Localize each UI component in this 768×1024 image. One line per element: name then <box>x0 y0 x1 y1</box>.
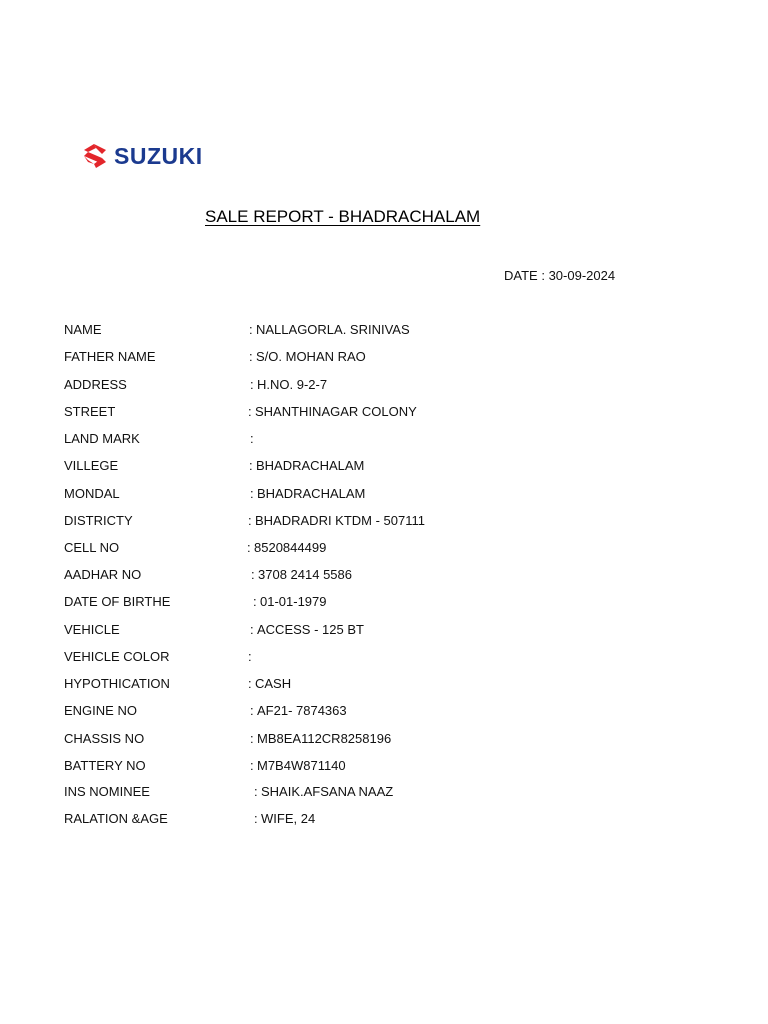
field-row <box>64 375 664 395</box>
field-separator: : <box>249 349 253 364</box>
field-label: FATHER NAME <box>64 349 156 364</box>
field-value: NALLAGORLA. SRINIVAS <box>256 322 410 337</box>
field-separator: : <box>251 567 255 582</box>
field-value: WIFE, 24 <box>261 811 316 826</box>
field-separator: : <box>248 404 252 419</box>
field-separator: : <box>250 431 254 446</box>
brand-name: SUZUKI <box>114 142 203 169</box>
field-label: ADDRESS <box>64 377 127 392</box>
field-label: INS NOMINEE <box>64 784 150 799</box>
field-separator: : <box>247 540 251 555</box>
field-label: HYPOTHICATION <box>64 676 170 691</box>
field-separator: : <box>250 703 254 718</box>
field-separator: : <box>249 458 253 473</box>
field-row <box>64 756 664 776</box>
field-separator: : <box>248 513 252 528</box>
field-row <box>64 674 664 694</box>
field-row <box>64 809 664 829</box>
report-title: SALE REPORT - BHADRACHALAM <box>205 207 481 226</box>
field-label: MONDAL <box>64 486 120 501</box>
field-row <box>64 347 664 367</box>
field-label: DATE OF BIRTHE <box>64 594 171 609</box>
field-value: MB8EA112CR8258196 <box>257 731 392 746</box>
field-value: 3708 2414 5586 <box>258 567 352 582</box>
brand-logo <box>82 141 203 171</box>
field-value: M7B4W871140 <box>257 758 346 773</box>
field-row <box>64 320 664 340</box>
field-label: BATTERY NO <box>64 758 146 773</box>
field-separator: : <box>248 649 252 664</box>
field-row <box>64 484 664 504</box>
field-label: VEHICLE COLOR <box>64 649 170 664</box>
field-label: VEHICLE <box>64 622 120 637</box>
field-row <box>64 729 664 749</box>
field-row <box>64 592 664 612</box>
field-separator: : <box>250 622 254 637</box>
field-separator: : <box>249 322 253 337</box>
field-value: BHADRADRI KTDM - 507111 <box>255 513 426 528</box>
field-value: H.NO. 9-2-7 <box>257 377 328 392</box>
field-value: ACCESS - 125 BT <box>257 622 364 637</box>
date-label: DATE <box>504 268 538 283</box>
field-separator: : <box>248 676 252 691</box>
field-row <box>64 511 664 531</box>
suzuki-s-logo-icon <box>82 142 108 170</box>
field-label: LAND MARK <box>64 431 140 446</box>
field-separator: : <box>250 731 254 746</box>
field-value: CASH <box>255 676 292 691</box>
field-row <box>64 538 664 558</box>
field-separator: : <box>253 594 257 609</box>
field-row <box>64 647 664 667</box>
field-label: ENGINE NO <box>64 703 137 718</box>
field-separator: : <box>254 784 258 799</box>
field-label: CHASSIS NO <box>64 731 145 746</box>
field-label: VILLEGE <box>64 458 119 473</box>
field-separator: : <box>254 811 258 826</box>
field-label: STREET <box>64 404 116 419</box>
field-label: RALATION &AGE <box>64 811 168 826</box>
field-label: AADHAR NO <box>64 567 142 582</box>
field-row <box>64 782 664 802</box>
date-separator: : <box>541 268 549 283</box>
field-value: 8520844499 <box>254 540 327 555</box>
field-separator: : <box>250 377 254 392</box>
field-value: S/O. MOHAN RAO <box>256 349 366 364</box>
field-row <box>64 620 664 640</box>
field-separator: : <box>250 758 254 773</box>
field-value: AF21- 7874363 <box>257 703 347 718</box>
field-value: SHANTHINAGAR COLONY <box>255 404 417 419</box>
report-date <box>504 268 615 283</box>
field-row <box>64 429 664 449</box>
field-row <box>64 456 664 476</box>
field-separator: : <box>250 486 254 501</box>
field-row <box>64 402 664 422</box>
field-value: 01-01-1979 <box>260 594 327 609</box>
field-row <box>64 565 664 585</box>
field-label: CELL NO <box>64 540 120 555</box>
field-row <box>64 701 664 721</box>
field-value: SHAIK.AFSANA NAAZ <box>261 784 394 799</box>
field-value: BHADRACHALAM <box>257 486 366 501</box>
field-label: NAME <box>64 322 102 337</box>
field-label: DISTRICTY <box>64 513 133 528</box>
field-value: BHADRACHALAM <box>256 458 365 473</box>
date-value: 30-09-2024 <box>548 268 616 283</box>
